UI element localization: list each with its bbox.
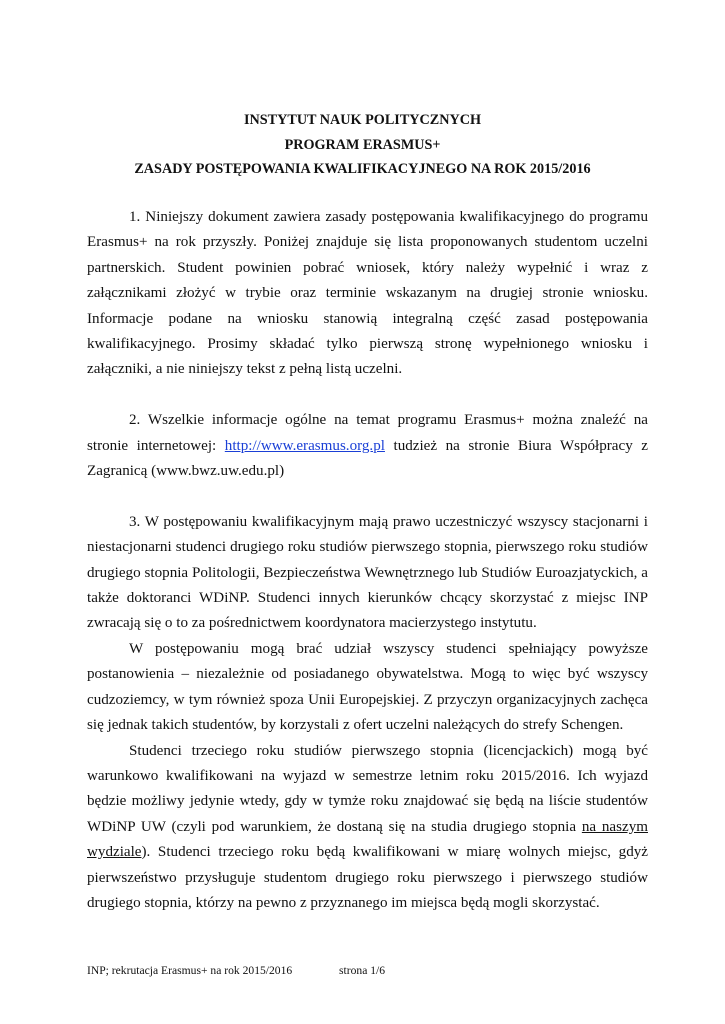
document-header (0, 108, 725, 182)
section-3-paragraph: 3. W postępowaniu kwalifikacyjnym mają prawo uczestniczyć wszyscy stacjonarni i niestacjonarni studenci drugiego roku studiów pierwszego stopnia, pierwszego roku studiów drugiego stopnia Politologii, Bezpieczeństwa Wewnętrznego lub Studiów Euroazjatyckich, a także doktoranci WDiNP. Studenci innych kierunków chcący skorzystać z miejsc INP zwracają się o to za pośrednictwem koordynatora macierzystego instytutu. (87, 513, 648, 632)
page-footer (87, 964, 386, 978)
paragraph-spacer (87, 484, 648, 509)
section-1-paragraph: 1. Niniejszy dokument zawiera zasady postępowania kwalifikacyjnego do programu Erasmus+ na rok przyszły. Poniżej znajduje się lista proponowanych studentom uczelni partnerskich. Student powinien pobrać wniosek, który należy wypełnić i wraz z załącznikami złożyć w trybie oraz terminie wskazanym na drugiej stronie wniosku. Informacje podane na wniosku stanowią integralną część zasad postępowania kwalifikacyjnego. Prosimy składać tylko pierwszą stronę wypełnionego wniosku i załączniki, a nie niniejszy tekst z pełną listą uczelni. (87, 209, 648, 378)
section-2-text-start: 2. Wszelkie informacje ogólne na temat programu Erasmus+ można znaleźć na stronie internetowej: (87, 412, 648, 454)
paragraph-spacer (87, 383, 648, 408)
program-title: PROGRAM ERASMUS+ (284, 136, 441, 153)
institute-title: INSTYTUT NAUK POLITYCZNYCH (243, 112, 482, 128)
section-2-paragraph (87, 408, 648, 484)
third-year-text-end: ). Studenci trzeciego roku będą kwalifikowani w miarę wolnych miejsc, gdyż pierwszeństwo przysługuje studentom drugiego roku pierwszego i pierwszego studiów drugiego stopnia, którzy na pewno z przyznanego im miejsca będą mogli skorzystać. (87, 844, 648, 911)
third-year-text-start: Studenci trzeciego roku studiów pierwszego stopnia (licencjackich) mogą być warunkowo kwalifikowani na wyjazd w semestrze letnim roku 2015/2016. Ich wyjazd będzie możliwy jedynie wtedy, gdy w tymże roku znajdować się będą na liście studentów WDiNP UW (czyli pod warunkiem, że dostaną się na studia drugiego stopnia (87, 742, 648, 835)
section-2-text-end: tudzież na stronie Biura Współpracy z Zagranicą (www.bwz.uw.edu.pl) (87, 437, 648, 480)
document-body (87, 205, 648, 916)
erasmus-website-link[interactable]: http://www.erasmus.org.pl (224, 437, 385, 454)
footer-page-number: strona 1/6 (339, 964, 386, 977)
eligibility-paragraph: W postępowaniu mogą brać udział wszyscy studenci spełniający powyższe postanowienia – niezależnie od posiadanego obywatelstwa. Mogą to więc być wszyscy cudzoziemcy, w tym również spoza Unii Europejskiej. Z przyczyn organizacyjnych zachęca się jednak takich studentów, by korzystali z ofert uczelni należących do strefy Schengen. (87, 640, 648, 734)
rules-title: ZASADY POSTĘPOWANIA KWALIFIKACYJNEGO NA ROK 2015/2016 (134, 161, 591, 177)
our-faculty-underlined: na naszym wydziale (87, 818, 648, 861)
third-year-students-paragraph (87, 739, 648, 917)
footer-document-label: INP; rekrutacja Erasmus+ na rok 2015/2016 (87, 964, 293, 977)
